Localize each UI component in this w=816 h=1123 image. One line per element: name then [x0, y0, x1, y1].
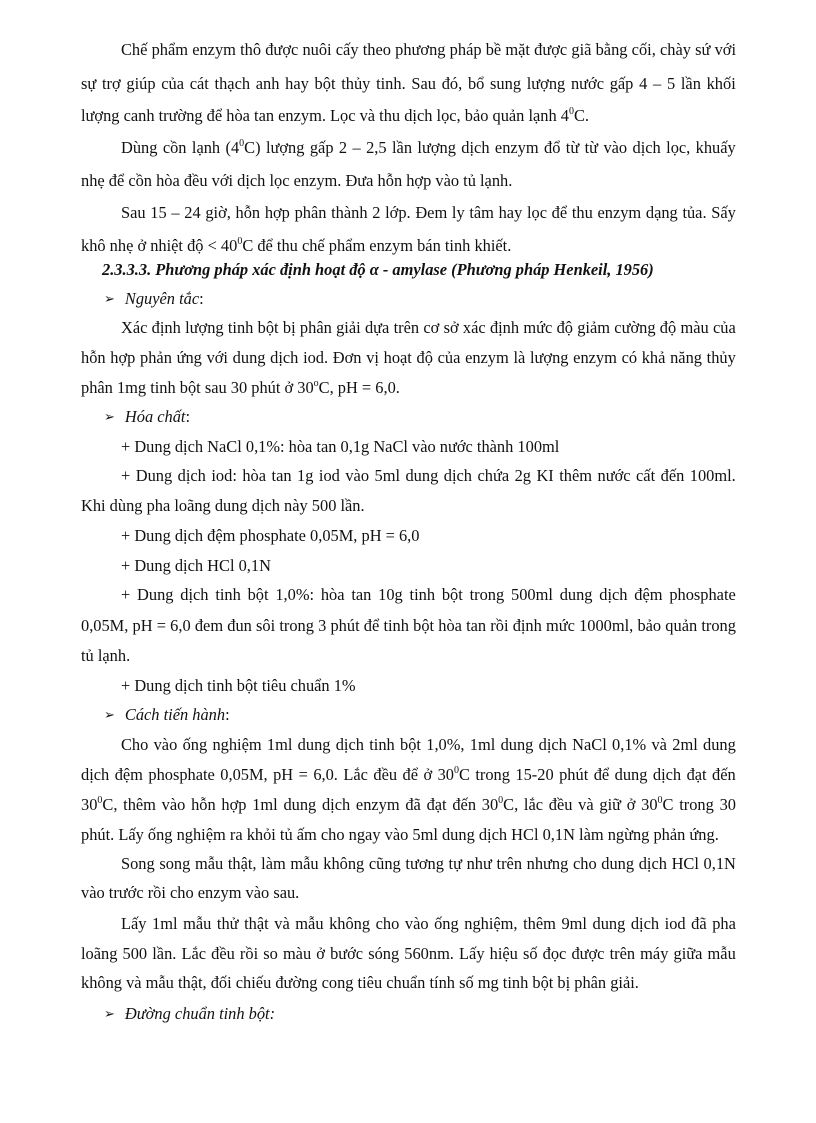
text-line: hỗn hợp phản ứng với dung dịch iod. Đơn vị hoạt độ của enzym là lượng enzym có khả năng thủy	[81, 348, 736, 367]
text-line: tủ lạnh.	[81, 646, 131, 665]
section-heading: 2.3.3.3. Phương pháp xác định hoạt độ α - amylase (Phương pháp Henkeil, 1956)	[102, 260, 654, 279]
text-line: Lấy 1ml mẫu thử thật và mẫu không cho vào ống nghiệm, thêm 9ml dung dịch iod đã pha	[121, 914, 736, 933]
text-line: phút. Lấy ống nghiệm ra khỏi tủ ấm cho ngay vào 5ml dung dịch HCl 0,1N làm ngừng phản ứng.	[81, 825, 719, 844]
text-line: dịch đệm phosphate 0,05M, pH = 6,0. Lắc đều để ở $30^0C$ trong 15-20 phút để dung dịch đạt đến	[81, 764, 736, 784]
text-line: loãng 500 lần. Lắc đều rồi so màu ở bước sóng 560nm. Lấy hiệu số đọc được trên máy giữa mẫu	[81, 944, 736, 963]
text-line: Dùng cồn lạnh $(4^0C)$ lượng gấp 2 – 2,5 lần lượng dịch enzym đổ từ từ vào dịch lọc, khuấy	[121, 137, 736, 157]
text-line: + Dung dịch đệm phosphate 0,05M, pH = 6,0	[121, 526, 420, 545]
text-line: Chế phẩm enzym thô được nuôi cấy theo phương pháp bề mặt được giã bằng cối, chày sứ với	[121, 40, 736, 59]
arrow-bullet-icon: ➢	[104, 707, 115, 722]
text-line: + Dung dịch tinh bột tiêu chuẩn 1%	[121, 676, 356, 695]
text-line: + Dung dịch HCl 0,1N	[121, 556, 271, 575]
text-line: Song song mẫu thật, làm mẫu không cũng tương tự như trên nhưng cho dung dịch HCl 0,1N	[121, 854, 736, 873]
text-line: sự trợ giúp của cát thạch anh hay bột thủy tinh. Sau đó, bổ sung lượng nước gấp 4 – 5 lần khối	[81, 74, 736, 93]
text-line: không và mẫu thật, đối chiếu đường cong tiêu chuẩn tính số mg tinh bột bị phân giải.	[81, 973, 639, 992]
text-line: lượng canh trường để hòa tan enzym. Lọc và thu dịch lọc, bảo quản lạnh $4^0C$.	[81, 105, 590, 125]
bullet-label: Cách tiến hành	[124, 705, 226, 724]
bullet-heading: ➢ Cách tiến hành:	[104, 705, 230, 724]
text-line: Cho vào ống nghiệm 1ml dung dịch tinh bột 1,0%, 1ml dung dịch NaCl 0,1% và 2ml dung	[121, 735, 736, 754]
text-line: khô nhẹ ở nhiệt độ < $40^0C$ để thu chế phẩm enzym bán tinh khiết.	[81, 235, 512, 255]
bullet-label: Nguyên tắc	[124, 289, 200, 308]
bullet-heading	[104, 1004, 275, 1025]
bullet-heading: ➢ Nguyên tắc:	[104, 289, 204, 308]
text-line: Khi dùng pha loãng dung dịch này 500 lần.	[81, 496, 365, 515]
text-line: + Dung dịch iod: hòa tan 1g iod vào 5ml dung dịch chứa 2g KI thêm nước cất đến 100ml.	[121, 466, 736, 485]
text-line: $30^0C$, thêm vào hỗn hợp 1ml dung dịch enzym đã đạt đến $30^0C$, lắc đều và giữ ở $30^0C$ trong 30	[81, 794, 736, 814]
text-line: Xác định lượng tinh bột bị phân giải dựa trên cơ sở xác định mức độ giảm cường độ màu của	[121, 318, 736, 337]
text-line: nhẹ để cồn hòa đều với dịch lọc enzym. Đưa hỗn hợp vào tủ lạnh.	[81, 171, 513, 190]
bullet-label: Hóa chất	[124, 407, 186, 426]
text-line: 0,05M, pH = 6,0 đem đun sôi trong 3 phút để tinh bột hòa tan rồi định mức 1000ml, bảo quản trong	[81, 616, 736, 635]
text-line: Sau 15 – 24 giờ, hỗn hợp phân thành 2 lớp. Đem ly tâm hay lọc để thu enzym dạng tủa. Sấy	[121, 203, 736, 222]
text-line: + Dung dịch tinh bột 1,0%: hòa tan 10g tinh bột trong 500ml dung dịch đệm phosphate	[121, 585, 736, 604]
text-line: vào trước rồi cho enzym vào sau.	[81, 883, 300, 902]
text-line: phân 1mg tinh bột sau 30 phút ở 30$^o$C, pH = 6,0.	[81, 377, 400, 397]
text-line: + Dung dịch NaCl 0,1%: hòa tan 0,1g NaCl vào nước thành 100ml	[121, 437, 560, 456]
arrow-bullet-icon: ➢	[104, 409, 115, 424]
arrow-bullet-icon: ➢	[104, 291, 115, 306]
bullet-heading: ➢ Hóa chất:	[104, 407, 191, 426]
arrow-bullet-icon: ➢	[104, 1006, 115, 1021]
bullet-label: Đường chuẩn tinh bột:	[124, 1004, 276, 1023]
